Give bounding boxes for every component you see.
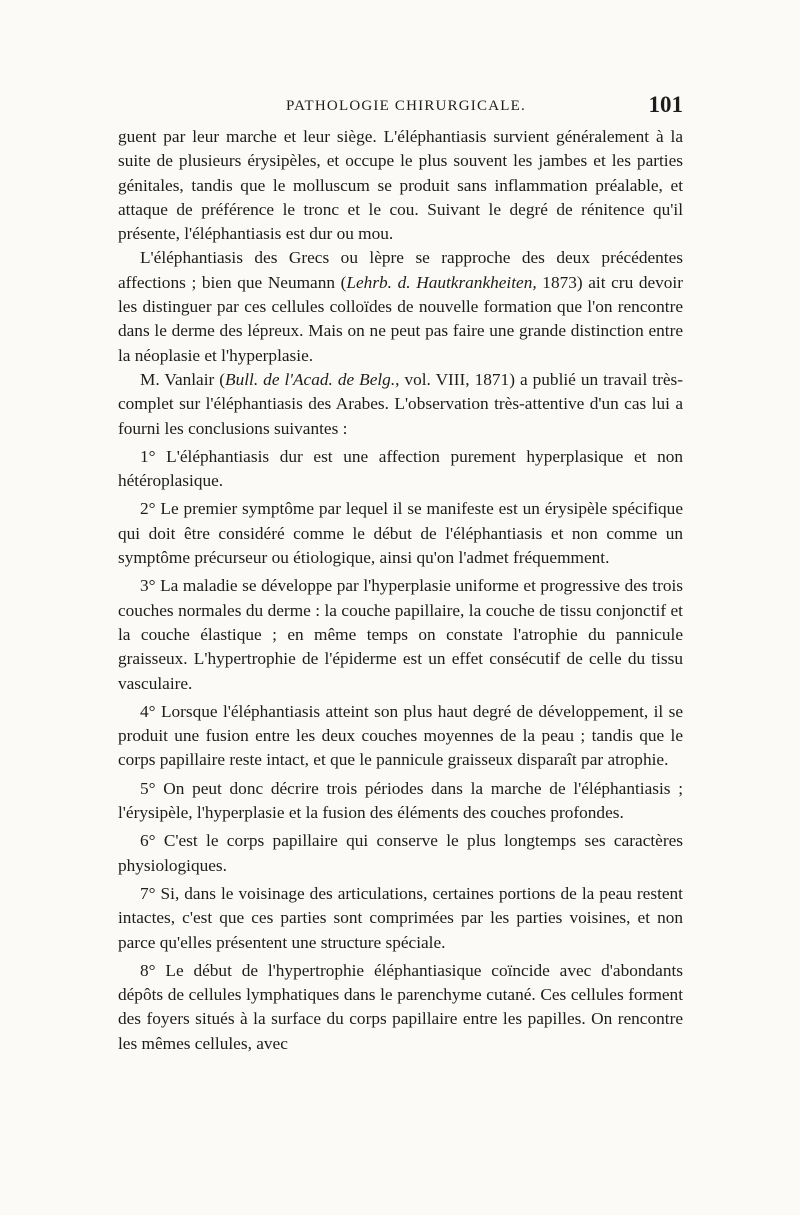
conclusion-item-7: 7° Si, dans le voisinage des articulations, certaines portions de la peau restent intactes, c'est que ces parties sont comprimées par les parties voisines, et non parce qu'elles présentent une structure spéciale.	[118, 883, 683, 952]
paragraph-lepre-part1: L'éléphantiasis des Grecs ou lèpre se rapproche des deux précédentes affections ; bien que Neumann (	[118, 248, 683, 292]
paragraph-vanlair-part2: , vol. VIII, 1871) a publié un travail très-complet sur l'éléphantiasis des Arabes. L'observation très-attentive d'un cas lui a fourni les conclusions suivantes :	[118, 369, 683, 438]
running-title: PATHOLOGIE CHIRURGICALE.	[286, 98, 526, 114]
paragraph-lepre	[118, 246, 683, 367]
conclusion-item-1: 1° L'éléphantiasis dur est une affection purement hyperplasique et non hétéroplasique.	[118, 446, 683, 491]
citation-vanlair: Bull. de l'Acad. de Belg.	[225, 369, 396, 389]
paragraph-vanlair	[118, 368, 683, 441]
conclusion-item-6: 6° C'est le corps papillaire qui conserve le plus longtemps ses caractères physiologiques.	[118, 831, 683, 875]
paragraph-vanlair-part1: M. Vanlair (	[140, 369, 226, 389]
conclusion-item-4: 4° Lorsque l'éléphantiasis atteint son plus haut degré de développement, il se produit une fusion entre les deux couches moyennes de la peau ; tandis que le corps papillaire reste intact, et que le pannicule graisseux disparaît par atrophie.	[118, 701, 683, 770]
paragraph-lepre-part2: 1873) ait cru devoir les distinguer par ces cellules colloïdes de nouvelle formation que l'on rencontre dans le derme des lépreux. Mais on ne peut pas faire une grande distinction entre la néoplasie et l'hyperplasie.	[118, 272, 683, 365]
citation-neumann: Lehrb. d. Hautkrankheiten,	[346, 272, 537, 292]
page-number: 101	[648, 92, 683, 117]
conclusion-item-2: 2° Le premier symptôme par lequel il se manifeste est un érysipèle spécifique qui doit être considéré comme le début de l'éléphantiasis et non comme un symptôme précurseur ou étiologique, ainsi qu'on l'admet fréquemment.	[118, 499, 683, 568]
paragraph-continuation: guent par leur marche et leur siège. L'éléphantiasis survient généralement à la suite de plusieurs érysipèles, et occupe le plus souvent les jambes et les parties génitales, tandis que le molluscum se produit sans inflammation préalable, et attaque de préférence le tronc et le cou. Suivant le degré de rénitence qu'il présente, l'éléphantiasis est dur ou mou.	[118, 127, 683, 244]
conclusion-item-8: 8° Le début de l'hypertrophie éléphantiasique coïncide avec d'abondants dépôts de cellules lymphatiques dans le parenchyme cutané. Ces cellules forment des foyers situés à la surface du corps papillaire entre les papilles. On rencontre les mêmes cellules, avec	[118, 960, 683, 1053]
body-text	[118, 125, 683, 1056]
page-header	[118, 92, 683, 120]
conclusion-item-3: 3° La maladie se développe par l'hyperplasie uniforme et progressive des trois couches normales du derme : la couche papillaire, la couche de tissu conjonctif et la couche élastique ; en même temps on constate l'atrophie du pannicule graisseux. L'hypertrophie de l'épiderme est un effet consécutif de celle du tissu vasculaire.	[118, 576, 683, 693]
conclusion-item-5: 5° On peut donc décrire trois périodes dans la marche de l'éléphantiasis ; l'érysipèle, l'hyperplasie et la fusion des éléments des couches profondes.	[118, 778, 683, 823]
